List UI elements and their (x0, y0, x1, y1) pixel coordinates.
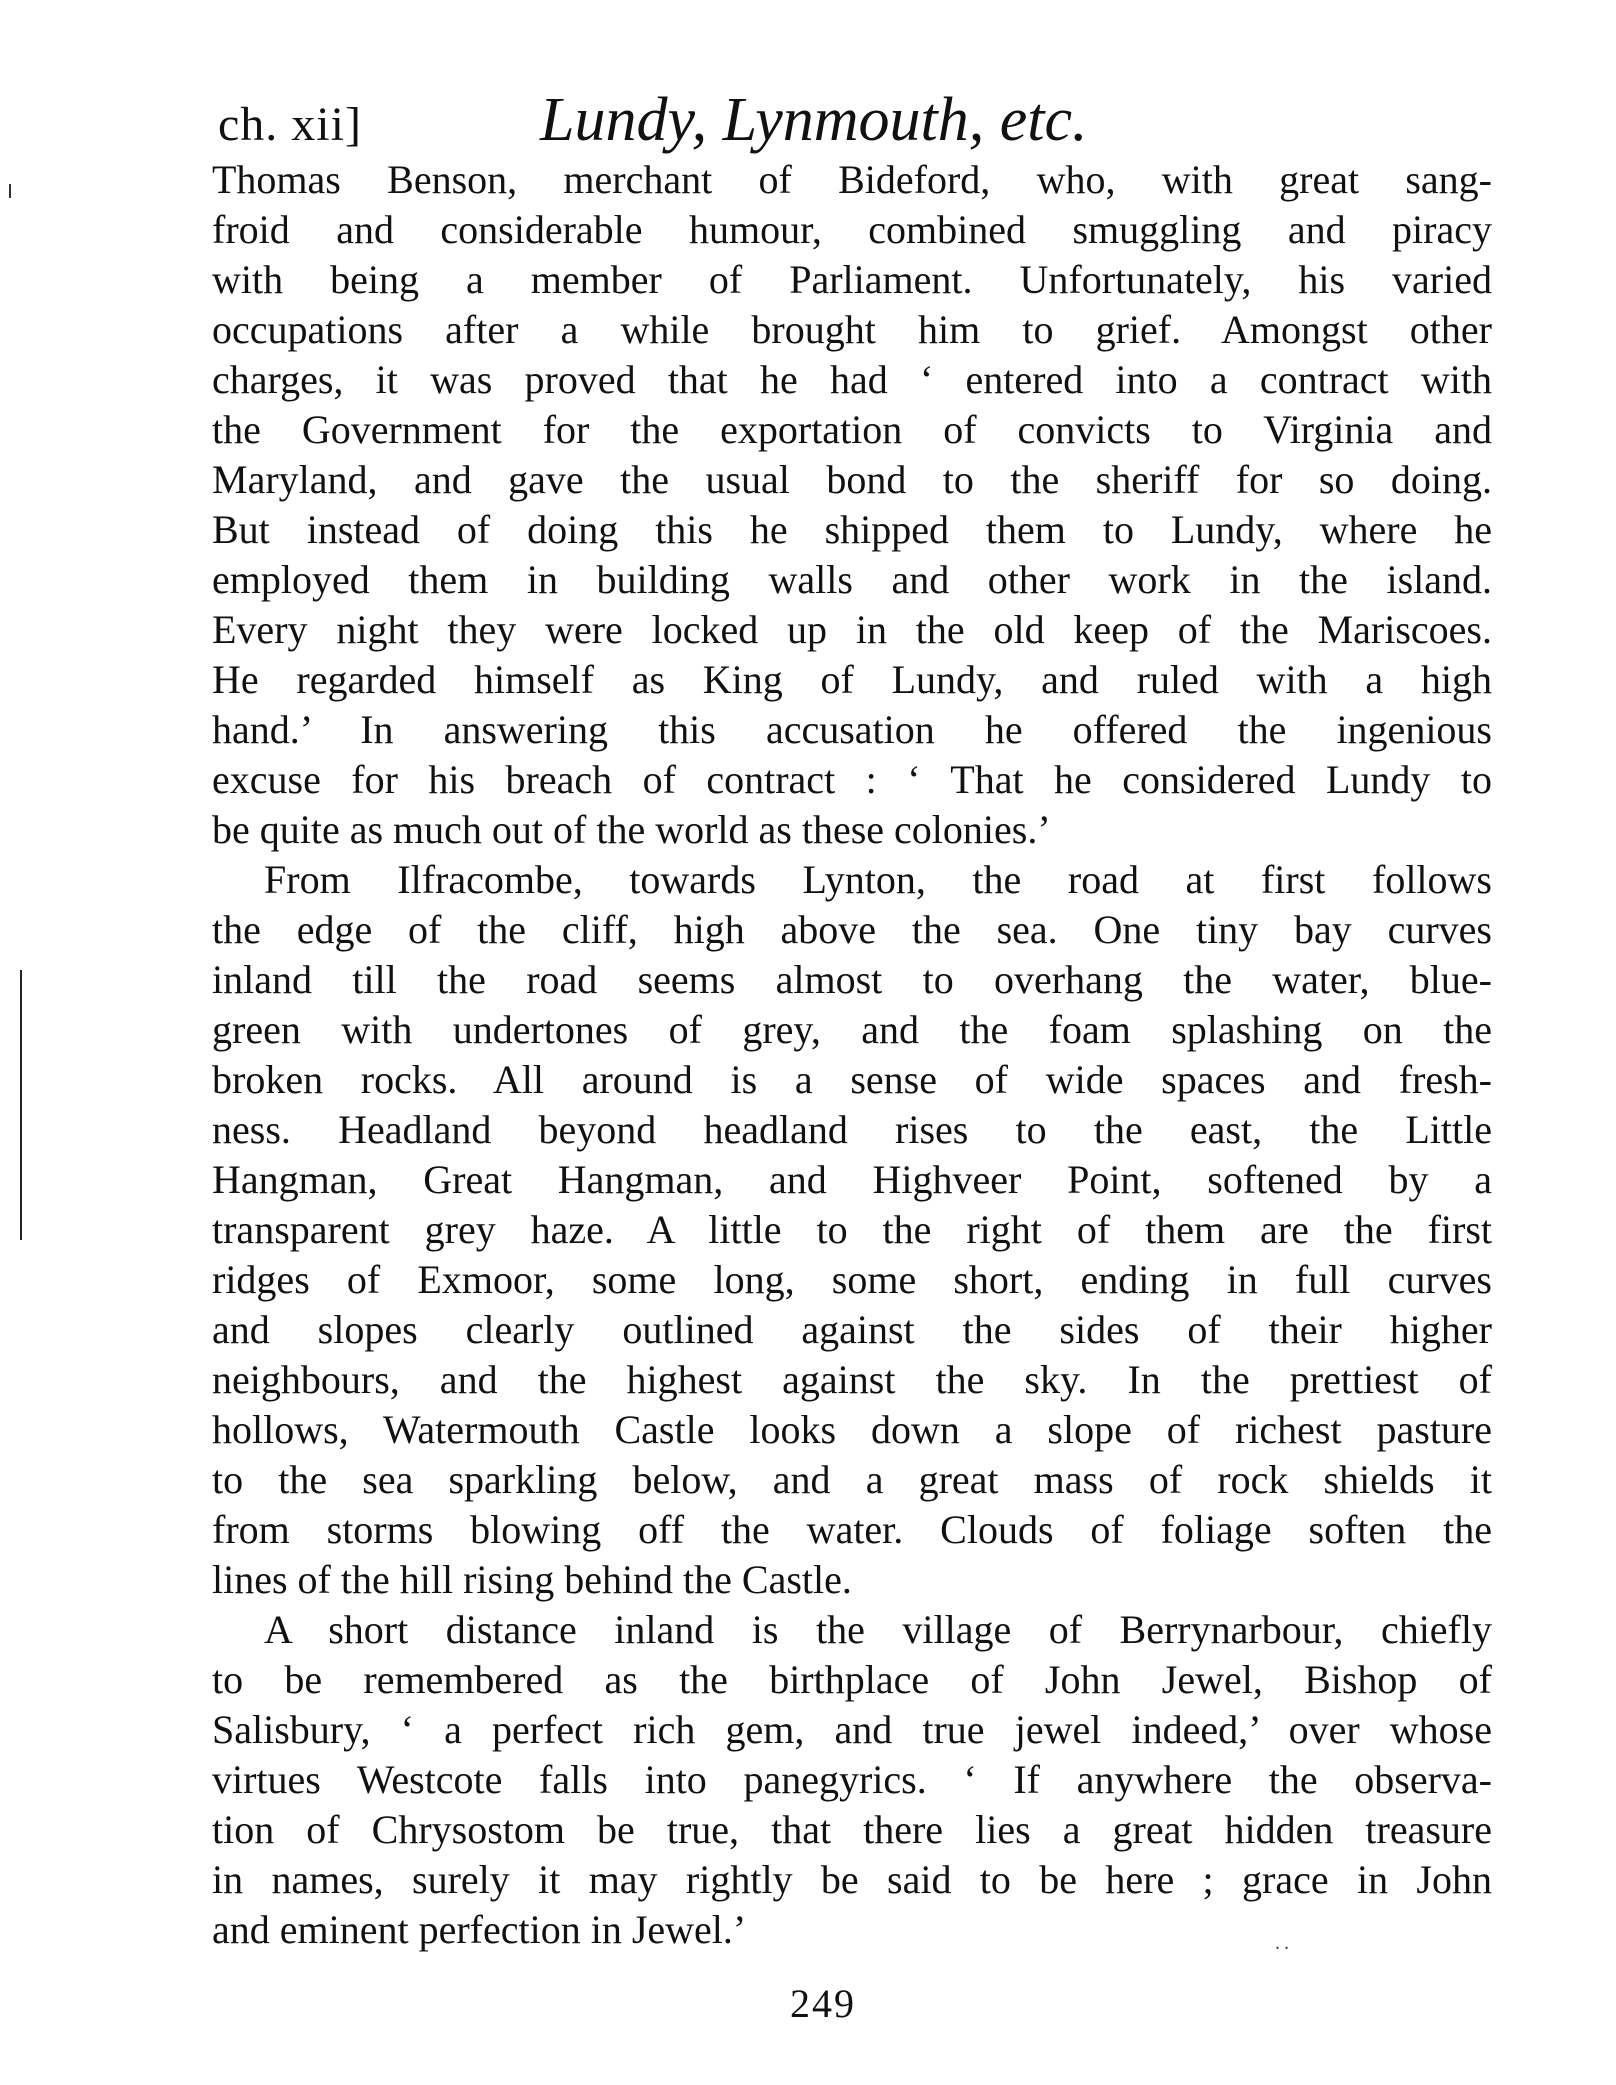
text-line: Hangman, Great Hangman, and Highveer Point, softened by a (212, 1157, 1492, 1202)
text-line: hollows, Watermouth Castle looks down a slope of richest pasture (212, 1407, 1492, 1452)
text-line: excuse for his breach of contract : ‘ That he considered Lundy to (212, 757, 1492, 802)
text-line: He regarded himself as King of Lundy, and ruled with a high (212, 657, 1492, 702)
chapter-label: ch. xii] (218, 98, 362, 151)
text-line: to the sea sparkling below, and a great mass of rock shields it (212, 1457, 1492, 1502)
text-line: the edge of the cliff, high above the sea. One tiny bay curves (212, 907, 1492, 952)
text-line: Salisbury, ‘ a perfect rich gem, and true jewel indeed,’ over whose (212, 1707, 1492, 1752)
text-line: Maryland, and gave the usual bond to the sheriff for so doing. (212, 457, 1492, 502)
text-line: charges, it was proved that he had ‘ entered into a contract with (212, 357, 1492, 402)
page-number: 249 (790, 1981, 856, 2026)
text-line: transparent grey haze. A little to the right of them are the first (212, 1207, 1492, 1252)
text-line: the Government for the exportation of convicts to Virginia and (212, 407, 1492, 452)
paragraph-3 (212, 1605, 1492, 1955)
body-text (212, 155, 1492, 1955)
text-line: From Ilfracombe, towards Lynton, the road at first follows (264, 857, 1492, 902)
text-line: inland till the road seems almost to overhang the water, blue- (212, 957, 1492, 1002)
text-line: from storms blowing off the water. Clouds of foliage soften the (212, 1507, 1492, 1552)
text-line: ness. Headland beyond headland rises to the east, the Little (212, 1107, 1492, 1152)
text-line: A short distance inland is the village of Berrynarbour, chiefly (264, 1607, 1492, 1652)
text-line: virtues Westcote falls into panegyrics. ‘ If anywhere the observa- (212, 1757, 1492, 1802)
text-line: and eminent perfection in Jewel.’ (212, 1907, 747, 1952)
text-line: to be remembered as the birthplace of John Jewel, Bishop of (212, 1657, 1492, 1702)
text-line: and slopes clearly outlined against the sides of their higher (212, 1307, 1492, 1352)
text-line: occupations after a while brought him to grief. Amongst other (212, 307, 1492, 352)
text-line: Every night they were locked up in the old keep of the Mariscoes. (212, 607, 1492, 652)
paragraph-1 (212, 155, 1492, 855)
text-line: But instead of doing this he shipped them to Lundy, where he (212, 507, 1492, 552)
text-line: employed them in building walls and other work in the island. (212, 557, 1492, 602)
text-line: tion of Chrysostom be true, that there lies a great hidden treasure (212, 1807, 1492, 1852)
text-line: Thomas Benson, merchant of Bideford, who, with great sang- (212, 157, 1492, 202)
text-line: froid and considerable humour, combined smuggling and piracy (212, 207, 1492, 252)
text-line: hand.’ In answering this accusation he offered the ingenious (212, 707, 1492, 752)
text-line: in names, surely it may rightly be said to be here ; grace in John (212, 1857, 1492, 1902)
text-line: broken rocks. All around is a sense of wide spaces and fresh- (212, 1057, 1492, 1102)
text-line: neighbours, and the highest against the sky. In the prettiest of (212, 1357, 1492, 1402)
text-line: lines of the hill rising behind the Castle. (212, 1557, 852, 1602)
running-title: Lundy, Lynmouth, etc. (540, 86, 1088, 154)
margin-rule (20, 970, 22, 1240)
text-line: green with undertones of grey, and the foam splashing on the (212, 1007, 1492, 1052)
margin-mark (9, 184, 11, 198)
text-line: ridges of Exmoor, some long, some short, ending in full curves (212, 1257, 1492, 1302)
text-line: with being a member of Parliament. Unfortunately, his varied (212, 257, 1492, 302)
print-marks: .. (1275, 1932, 1293, 1954)
paragraph-2 (212, 855, 1492, 1605)
text-line: be quite as much out of the world as these colonies.’ (212, 807, 1051, 852)
